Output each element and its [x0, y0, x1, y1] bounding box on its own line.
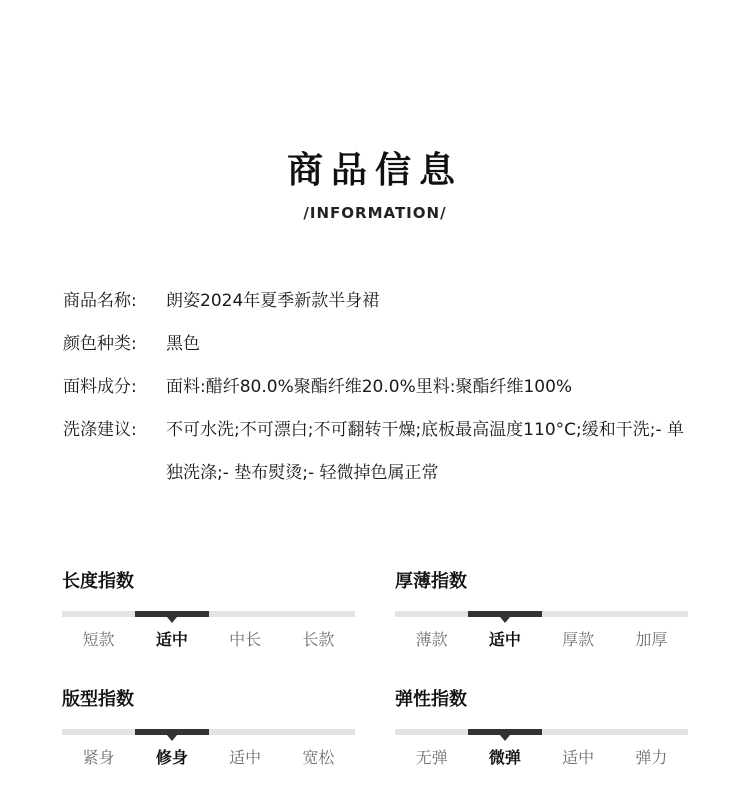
info-value: 朗姿2024年夏季新款半身裙	[166, 291, 380, 311]
info-row-fabric	[63, 366, 693, 409]
info-row-color	[63, 323, 693, 366]
thickness-option: 适中	[488, 630, 521, 649]
info-value: 不可水洗;不可漂白;不可翻转干燥;底板最高温度110°C;缓和干洗;- 单独洗涤;- 垫布熨烫;- 轻微掉色属正常	[166, 420, 684, 483]
thickness-index-title: 厚薄指数	[395, 571, 467, 592]
page-title: 商品信息	[286, 150, 463, 191]
length-option: 长款	[302, 630, 335, 649]
length-option: 短款	[82, 630, 115, 649]
thickness-index-pointer-icon	[500, 617, 510, 623]
length-option: 适中	[155, 630, 188, 649]
info-label: 洗涤建议:	[63, 420, 137, 440]
fit-option: 修身	[155, 748, 188, 767]
length-option: 中长	[229, 630, 262, 649]
fit-option: 适中	[229, 748, 262, 767]
elasticity-index-track	[395, 729, 688, 735]
elasticity-option: 适中	[562, 748, 595, 767]
info-value: 面料:醋纤80.0%聚酯纤维20.0%里料:聚酯纤维100%	[166, 377, 573, 397]
fit-index-pointer-icon	[167, 735, 177, 741]
elasticity-index-title: 弹性指数	[395, 689, 467, 710]
info-label: 颜色种类:	[63, 334, 137, 354]
info-row-washing	[63, 409, 693, 495]
length-index-track	[62, 611, 355, 617]
fit-option: 紧身	[82, 748, 115, 767]
elasticity-index-pointer-icon	[500, 735, 510, 741]
thickness-option: 加厚	[635, 630, 668, 649]
info-value: 黑色	[166, 334, 200, 354]
elasticity-option: 微弹	[488, 748, 521, 767]
length-index-title: 长度指数	[62, 571, 134, 592]
info-label: 面料成分:	[63, 377, 137, 397]
elasticity-index	[395, 688, 688, 769]
fit-index-track	[62, 729, 355, 735]
thickness-option: 薄款	[415, 630, 448, 649]
fit-index-title: 版型指数	[62, 689, 134, 710]
info-row-name	[63, 280, 693, 323]
length-index	[62, 570, 355, 651]
elasticity-option: 弹力	[635, 748, 668, 767]
thickness-index-track	[395, 611, 688, 617]
fit-option: 宽松	[302, 748, 335, 767]
length-index-pointer-icon	[167, 617, 177, 623]
fit-index	[62, 688, 355, 769]
product-info-list	[63, 280, 693, 495]
thickness-index	[395, 570, 688, 651]
thickness-option: 厚款	[562, 630, 595, 649]
elasticity-option: 无弹	[415, 748, 448, 767]
info-label: 商品名称:	[63, 291, 137, 311]
page-subtitle: /INFORMATION/	[303, 204, 447, 222]
